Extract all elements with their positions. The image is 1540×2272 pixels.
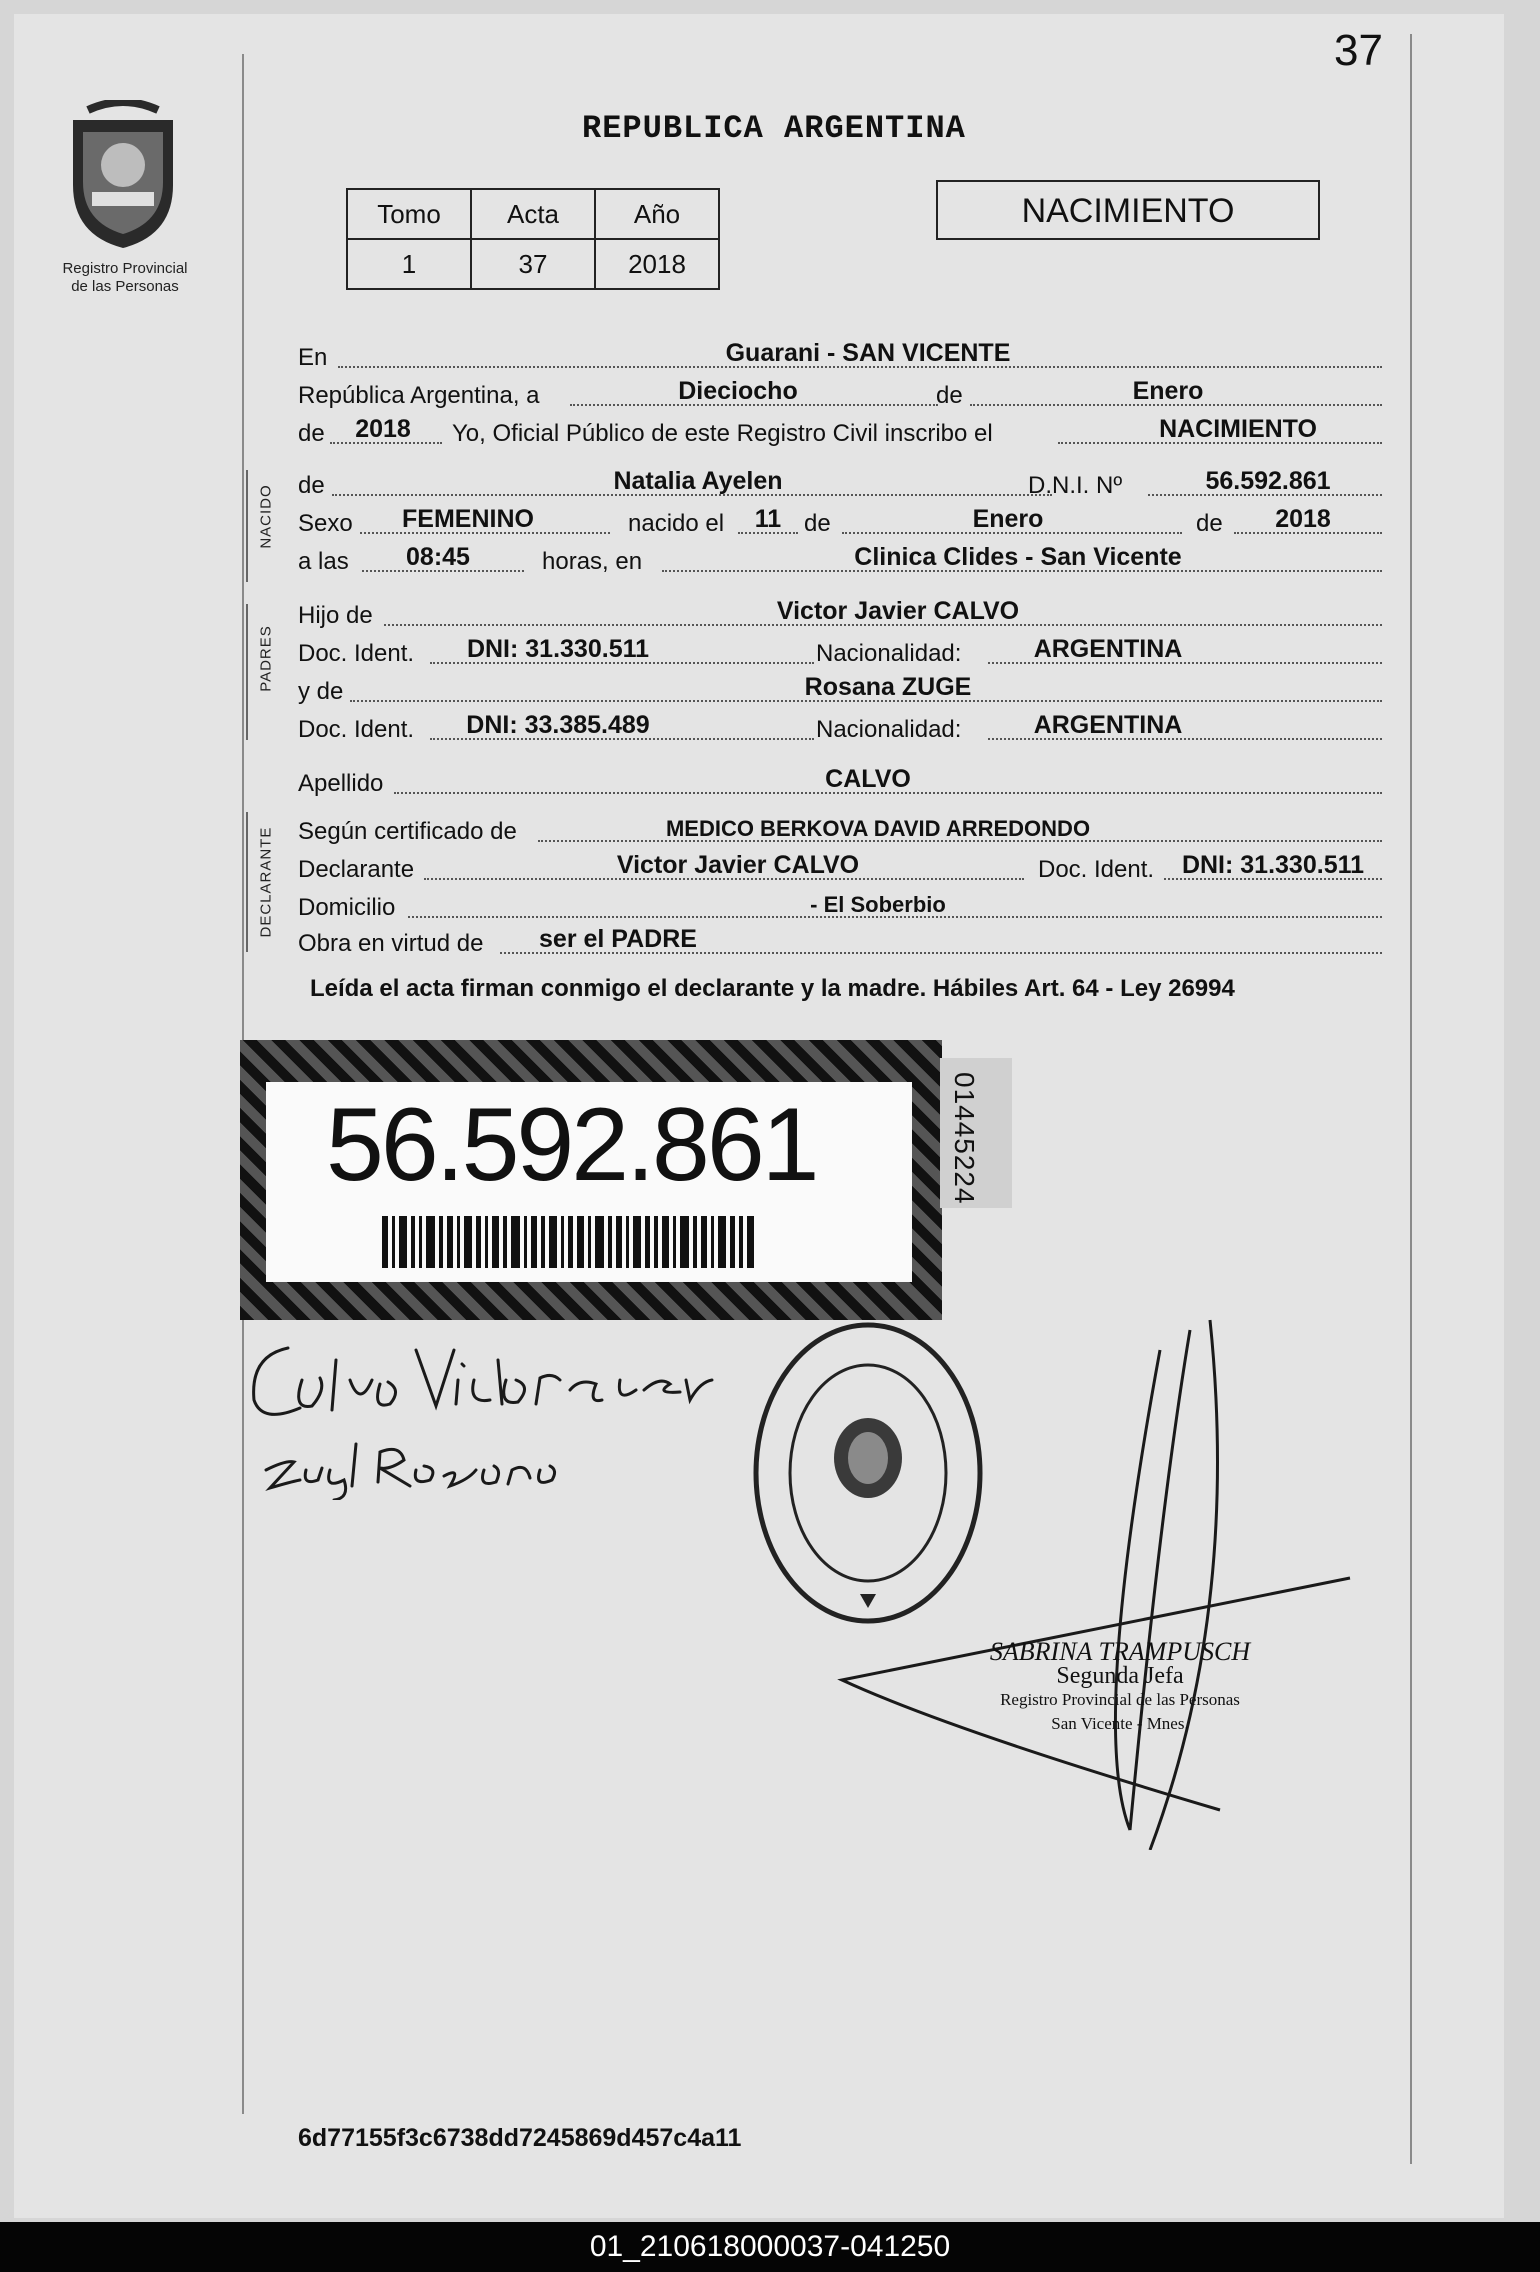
value-mother-nat: ARGENTINA [1033, 711, 1183, 739]
row-surname [298, 762, 1382, 802]
side-label-nacido: NACIDO [257, 484, 275, 549]
label-dni: D.N.I. Nº [1028, 472, 1123, 499]
value-sexo: FEMENINO [402, 505, 534, 533]
value-declarant-doc: DNI: 31.330.511 [1181, 851, 1365, 879]
value-father-nat: ARGENTINA [1033, 635, 1183, 663]
label-mother-doc: Doc. Ident. [298, 716, 415, 743]
registry-value-tomo: 1 [347, 239, 471, 289]
row-date [298, 374, 1382, 414]
value-birth-year: 2018 [1275, 505, 1331, 533]
value-certificate: MEDICO BERKOVA DAVID ARREDONDO [665, 816, 1091, 841]
footer-file-id: 01_210618000037-041250 [0, 2222, 1540, 2272]
serial-strip [940, 1058, 1012, 1208]
side-label-padres: PADRES [257, 625, 275, 692]
row-reason [298, 922, 1382, 962]
value-act-type: NACIMIENTO [1159, 415, 1317, 443]
value-place: Guarani - SAN VICENTE [725, 339, 1011, 367]
label-de-birth-month: de [804, 510, 831, 537]
value-mother: Rosana ZUGE [804, 673, 972, 701]
label-domicilio: Domicilio [298, 894, 396, 921]
value-name: Natalia Ayelen [613, 467, 783, 495]
label-year-de: de [298, 420, 325, 447]
sticker-serial: 01445224 [949, 1072, 980, 1205]
registry-table-header-row [347, 189, 719, 239]
row-name [298, 464, 1382, 504]
sticker-number: 56.592.861 [326, 1087, 817, 1203]
row-sex [298, 502, 1382, 542]
sticker-label [266, 1082, 912, 1282]
closing-note: Leída el acta firman conmigo el declarante y la madre. Hábiles Art. 64 - Ley 26994 [310, 975, 1235, 1002]
document-hash: 6d77155f3c6738dd7245869d457c4a11 [298, 2124, 742, 2152]
act-type-box: NACIMIENTO [936, 180, 1320, 240]
value-month: Enero [1132, 377, 1204, 405]
value-father: Victor Javier CALVO [776, 597, 1020, 625]
nacido-bracket [246, 470, 254, 582]
province-coat-of-arms [58, 100, 188, 250]
row-address [298, 886, 1382, 926]
label-apellido: Apellido [298, 770, 384, 797]
side-label-declarante: DECLARANTE [257, 826, 275, 938]
right-margin-line [1410, 34, 1412, 2164]
registry-table [346, 188, 720, 290]
label-declarante: Declarante [298, 856, 415, 883]
value-year: 2018 [355, 415, 411, 443]
value-declarant: Victor Javier CALVO [616, 851, 860, 879]
page-number: 37 [1334, 26, 1383, 75]
label-segun: Según certificado de [298, 818, 517, 845]
dni-sticker [240, 1040, 942, 1320]
official-signature [830, 1310, 1370, 1850]
row-mother-doc [298, 708, 1382, 748]
logo-caption-line1: Registro Provincial [62, 260, 188, 277]
logo-caption [30, 260, 220, 296]
registry-header-tomo: Tomo [347, 189, 471, 239]
row-time [298, 540, 1382, 580]
value-day-words: Dieciocho [678, 377, 798, 405]
label-horas: horas, en [542, 548, 643, 575]
label-official: Yo, Oficial Público de este Registro Civil inscribo el [452, 420, 993, 447]
official-role: Segunda Jefa [1056, 1663, 1184, 1689]
label-sexo: Sexo [298, 510, 353, 537]
value-surname: CALVO [825, 765, 911, 793]
value-father-doc: DNI: 31.330.511 [466, 635, 650, 663]
registry-table-value-row [347, 239, 719, 289]
row-year [298, 412, 1382, 452]
official-place: San Vicente - Mnes. [1051, 1714, 1189, 1733]
label-de-birth-year: de [1196, 510, 1223, 537]
row-certificate [298, 810, 1382, 850]
label-mother-nat: Nacionalidad: [816, 716, 962, 743]
row-place [298, 336, 1382, 376]
value-birth-month: Enero [972, 505, 1044, 533]
logo-caption-line2: de las Personas [71, 278, 179, 295]
official-stamp-text [960, 1637, 1280, 1736]
row-father [298, 594, 1382, 634]
value-birth-place: Clinica Clides - San Vicente [854, 543, 1182, 571]
label-declarant-doc: Doc. Ident. [1038, 856, 1155, 883]
label-father-doc: Doc. Ident. [298, 640, 415, 667]
label-name-de: de [298, 472, 325, 499]
row-father-doc [298, 632, 1382, 672]
row-declarant [298, 848, 1382, 888]
registry-header-acta: Acta [471, 189, 595, 239]
label-hijo: Hijo de [298, 602, 373, 629]
padres-bracket [246, 604, 254, 740]
label-de-month: de [936, 382, 963, 409]
label-obra: Obra en virtud de [298, 930, 484, 957]
official-office: Registro Provincial de las Personas [1000, 1690, 1240, 1709]
label-alas: a las [298, 548, 349, 575]
official-name: SABRINA TRAMPUSCH [989, 1637, 1251, 1666]
value-birth-day: 11 [754, 505, 782, 533]
label-en: En [298, 344, 328, 371]
row-mother [298, 670, 1382, 710]
value-time: 08:45 [406, 543, 470, 571]
parents-signatures [240, 1320, 720, 1500]
label-father-nat: Nacionalidad: [816, 640, 962, 667]
registry-header-anio: Año [595, 189, 719, 239]
value-mother-doc: DNI: 33.385.489 [466, 711, 650, 739]
label-yde: y de [298, 678, 344, 705]
registry-value-acta: 37 [471, 239, 595, 289]
sticker-barcode [382, 1216, 782, 1268]
label-nacido: nacido el [628, 510, 725, 537]
document-title: REPUBLICA ARGENTINA [582, 110, 966, 147]
value-address: - El Soberbio [810, 892, 946, 917]
declarante-bracket [246, 812, 254, 952]
registry-value-anio: 2018 [595, 239, 719, 289]
value-dni: 56.592.861 [1205, 467, 1331, 495]
value-reason: ser el PADRE [539, 925, 697, 953]
label-republica: República Argentina, a [298, 382, 540, 409]
